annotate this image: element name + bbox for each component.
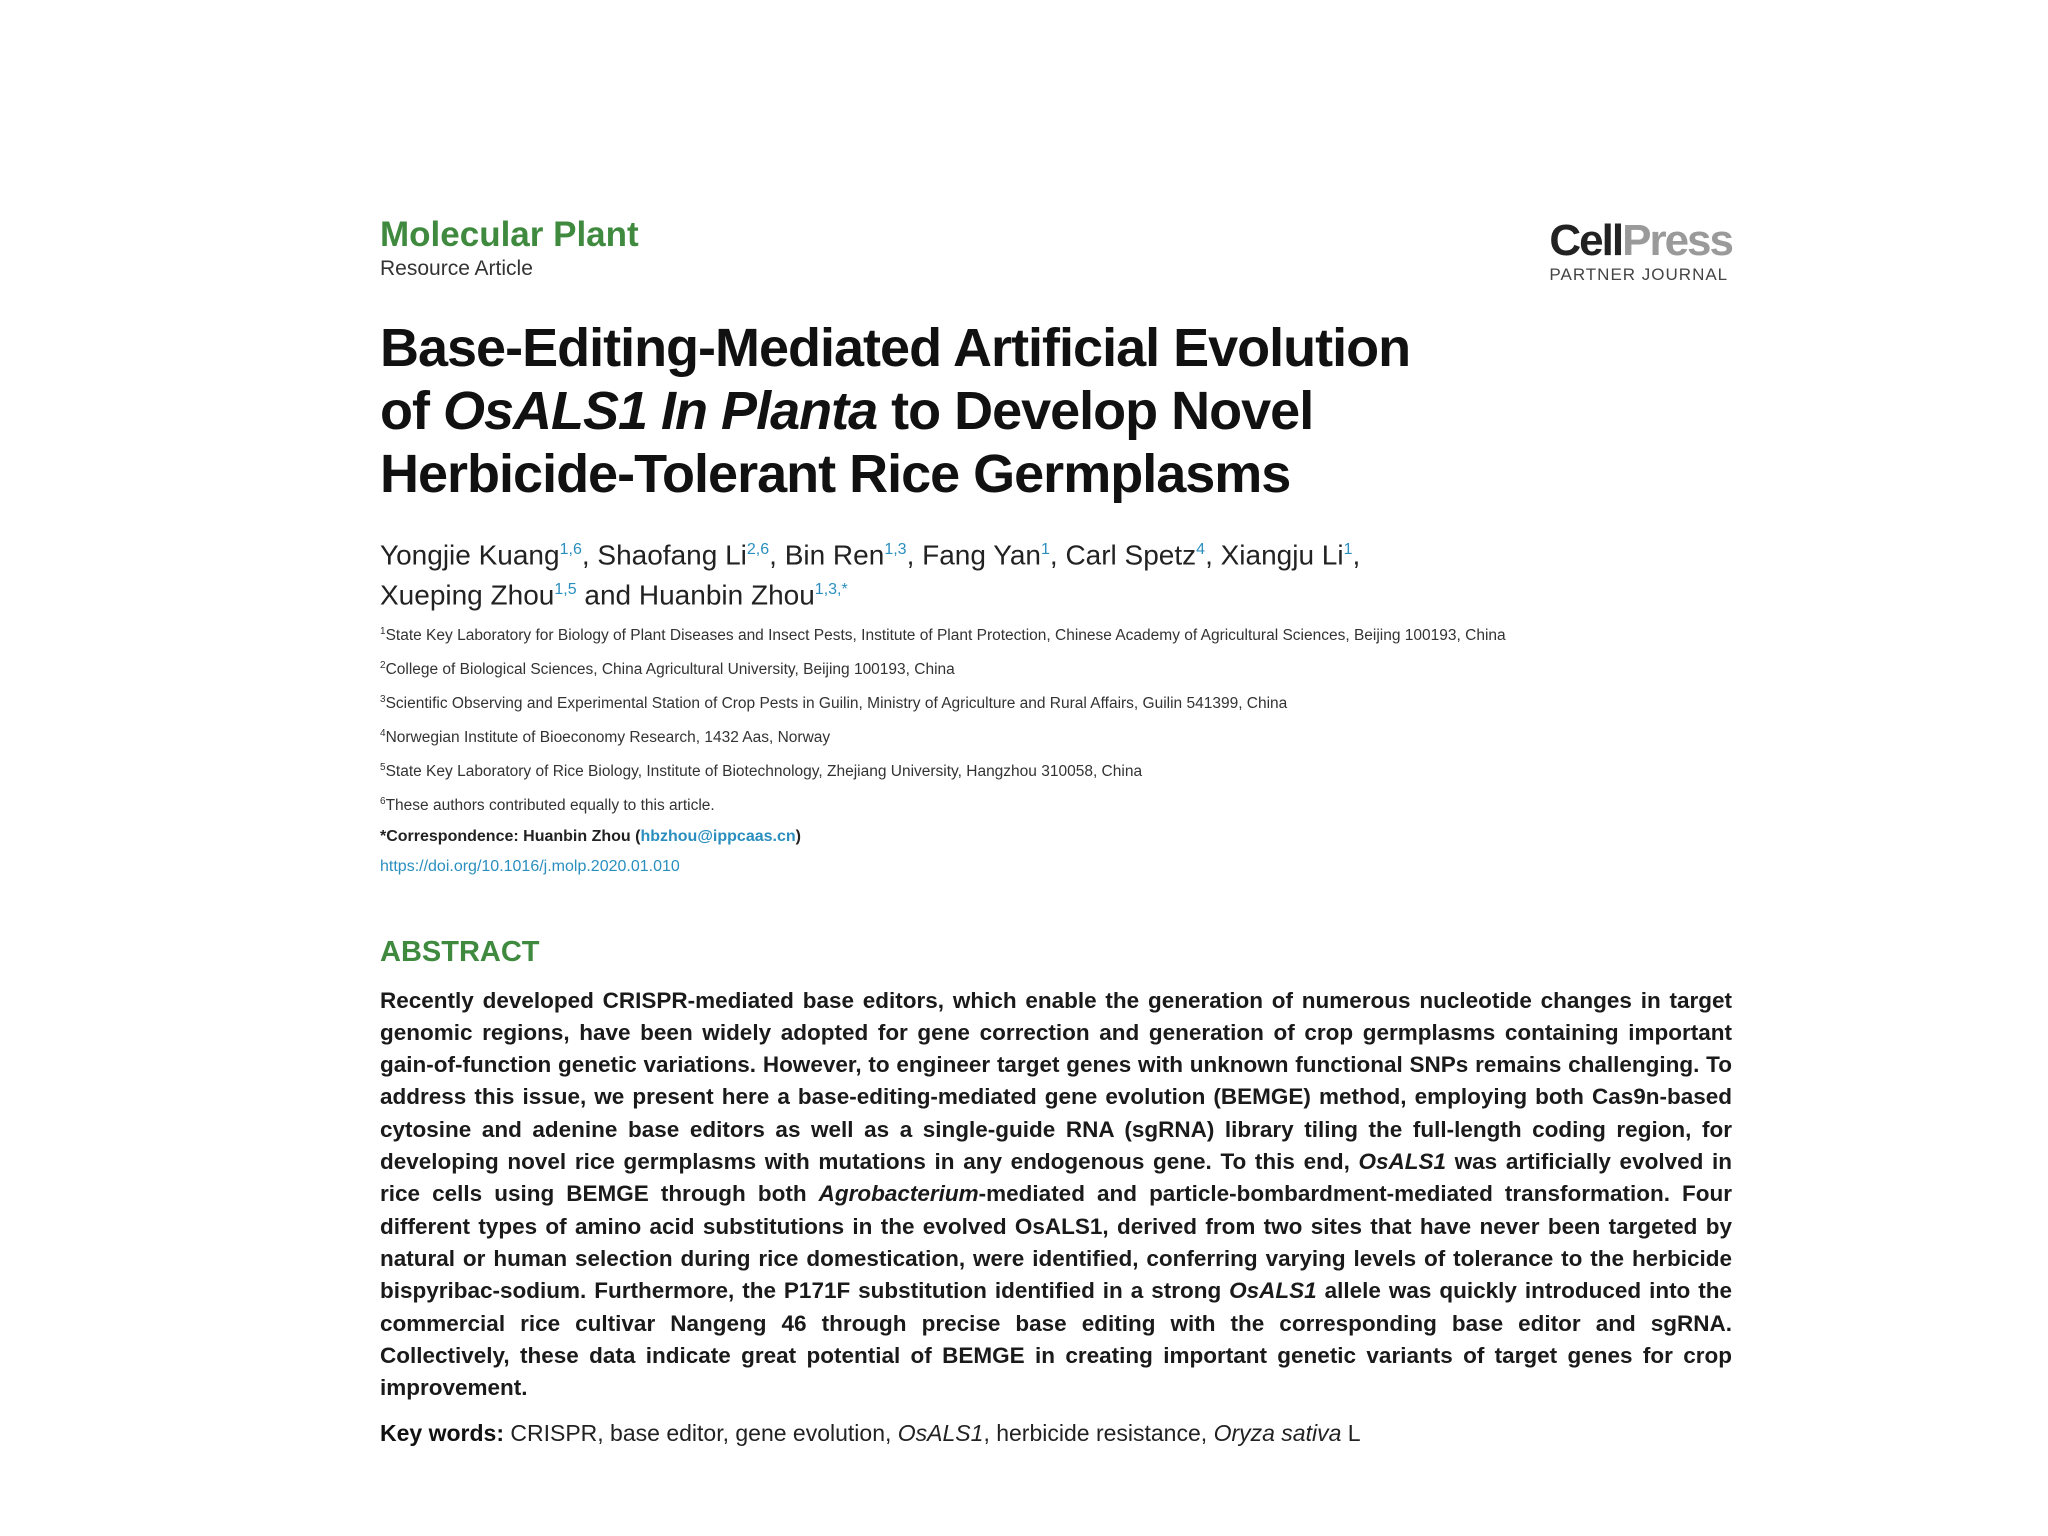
abstract-part-2: was artificially evolved in rice cells using BEMGE through both (380, 1149, 1733, 1207)
keywords (380, 1420, 1732, 1447)
abstract-organism: Agrobacterium (818, 1181, 979, 1207)
keywords-gene: OsALS1 (897, 1420, 984, 1447)
author-name: Yongjie Kuang (380, 539, 560, 571)
affiliations (380, 617, 1732, 822)
author-list (380, 532, 1732, 613)
author-name: Fang Yan (922, 539, 1041, 571)
author-affiliation-marker: 1 (1040, 541, 1050, 558)
affiliation-item (380, 685, 1732, 719)
author-name: Huanbin Zhou (638, 579, 815, 611)
affiliation-marker: 3 (380, 693, 386, 705)
correspondence-close: ) (795, 827, 801, 845)
author-name: Xiangju Li (1220, 539, 1344, 571)
author-name: Shaofang Li (597, 539, 747, 571)
affiliation-text: State Key Laboratory of Rice Biology, Institute of Biotechnology, Zhejiang University, Hangzhou 310058, China (385, 763, 1143, 781)
affiliation-item (380, 787, 1732, 821)
publisher-subtitle: PARTNER JOURNAL (1549, 265, 1729, 284)
affiliation-text: College of Biological Sciences, China Agricultural University, Beijing 100193, China (385, 660, 955, 678)
article-first-page (380, 215, 1732, 1447)
keywords-text-3: L (1341, 1420, 1361, 1447)
keywords-text-1: CRISPR, base editor, gene evolution, (503, 1420, 898, 1447)
author-affiliation-marker: 4 (1196, 541, 1206, 558)
author-separator: , (1352, 539, 1361, 571)
author-separator: , (769, 539, 785, 571)
author-separator: and (576, 579, 639, 611)
affiliation-item (380, 651, 1732, 685)
affiliation-marker: 5 (380, 762, 386, 774)
correspondence-email-link[interactable]: hbzhou@ippcaas.cn (640, 827, 796, 845)
affiliation-marker: 2 (380, 659, 386, 671)
affiliation-item (380, 753, 1732, 787)
author-name: Xueping Zhou (380, 579, 555, 611)
author-affiliation-marker: 1,3,* (814, 581, 848, 599)
abstract-part-3: -mediated and particle-bombardment-mediated transformation. Four different types of amino acid substitutions in the evolved OsALS1, derived from two sites that have never been targeted by natural or human selection during rice domestication, were identified, conferring varying levels of tolerance to the herbicide bispyribac-sodium. Furthermore, the P171F substitution identified in a strong (380, 1181, 1732, 1304)
title-line-1: Base-Editing-Mediated Artificial Evolution (380, 318, 1411, 378)
correspondence-label: *Correspondence: Huanbin Zhou ( (380, 827, 641, 845)
publisher-logo-cell: Cell (1549, 216, 1623, 265)
author-affiliation-marker: 2,6 (746, 541, 770, 558)
affiliation-text: Norwegian Institute of Bioeconomy Research, 1432 Aas, Norway (385, 729, 831, 747)
affiliation-marker: 1 (380, 625, 386, 637)
abstract-gene-1: OsALS1 (1358, 1149, 1447, 1175)
abstract-heading: ABSTRACT (380, 935, 540, 968)
title-line-2-italic: OsALS1 In Planta (442, 381, 878, 441)
author-separator: , (1049, 539, 1066, 571)
author-affiliation-marker: 1,3 (884, 541, 907, 558)
affiliation-text: Scientific Observing and Experimental Station of Crop Pests in Guilin, Ministry of Agriculture and Rural Affairs, Guilin 541399, China (385, 695, 1288, 713)
doi-link[interactable]: https://doi.org/10.1016/j.molp.2020.01.010 (380, 857, 680, 875)
article-type: Resource Article (380, 257, 533, 280)
author-name: Bin Ren (784, 539, 885, 571)
title-line-2-pre: of (380, 381, 443, 441)
journal-name: Molecular Plant (380, 215, 639, 254)
correspondence (380, 822, 1732, 852)
author-separator: , (1205, 539, 1221, 571)
author-name: Carl Spetz (1065, 539, 1197, 571)
title-line-3: Herbicide-Tolerant Rice Germplasms (380, 444, 1291, 504)
abstract-part-4: allele was quickly introduced into the commercial rice cultivar Nangeng 46 through precise base editing with the corresponding base editor and sgRNA. Collectively, these data indicate great potential of BEMGE in creating important genetic variants of target genes for crop improvement. (380, 1278, 1733, 1401)
title-line-2-post: to Develop Novel (877, 381, 1314, 441)
affiliation-text: State Key Laboratory for Biology of Plant Diseases and Insect Pests, Institute of Plant Protection, Chinese Academy of Agricultural Sciences, Beijing 100193, China (385, 626, 1506, 644)
author-affiliation-marker: 1,6 (559, 541, 582, 558)
publisher-logo-press: Press (1622, 216, 1732, 265)
keywords-text-2: , herbicide resistance, (983, 1420, 1214, 1447)
author-separator: , (581, 539, 598, 571)
journal-header (380, 215, 1732, 284)
author-affiliation-marker: 1,5 (554, 581, 577, 599)
abstract-text (380, 985, 1732, 1405)
article-title (380, 317, 1732, 506)
abstract-gene-2: OsALS1 (1229, 1278, 1317, 1304)
keywords-label: Key words: (380, 1420, 504, 1447)
author-separator: , (906, 539, 923, 571)
affiliation-item (380, 719, 1732, 753)
affiliation-item (380, 617, 1732, 651)
affiliation-text: These authors contributed equally to this article. (385, 797, 715, 815)
keywords-species: Oryza sativa (1213, 1420, 1342, 1447)
affiliation-marker: 6 (380, 796, 386, 808)
publisher-logo (1549, 216, 1732, 285)
abstract-part-1: Recently developed CRISPR-mediated base editors, which enable the generation of numerous nucleotide changes in target genomic regions, have been widely adopted for gene correction and generation of crop germplasms containing important gain-of-function genetic variations. However, to engineer target genes with unknown functional SNPs remains challenging. To address this issue, we present here a base-editing-mediated gene evolution (BEMGE) method, employing both Cas9n-based cytosine and adenine base editors as well as a single-guide RNA (sgRNA) library tiling the full-length coding region, for developing novel rice germplasms with mutations in any endogenous gene. To this end, (380, 987, 1732, 1175)
author-affiliation-marker: 1 (1343, 541, 1353, 558)
affiliation-marker: 4 (380, 728, 386, 740)
